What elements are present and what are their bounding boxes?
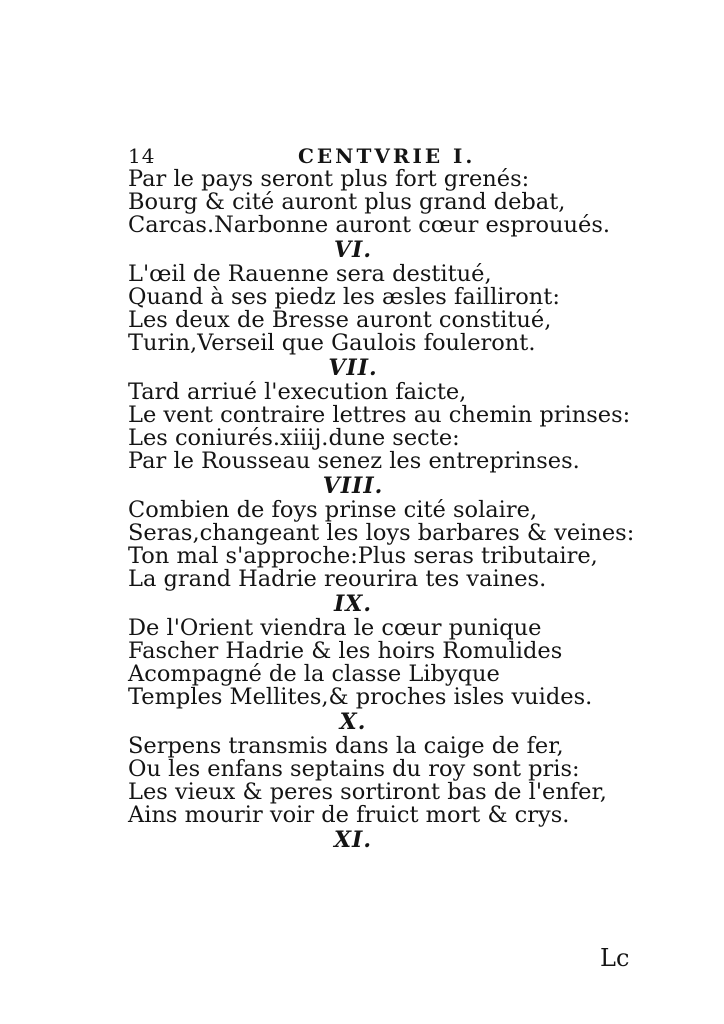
- verse-line: Les deux de Bresse auront constitué,: [128, 307, 552, 333]
- verse-line: L'œil de Rauenne sera destitué,: [128, 261, 492, 287]
- stanza-vii: [128, 355, 631, 474]
- stanza-viii: [128, 473, 635, 592]
- catchword: Lc: [600, 944, 630, 972]
- verse-line: Ains mourir voir de fruict mort & crys.: [128, 802, 570, 828]
- stanza-numeral: VI.: [333, 237, 373, 263]
- stanza-numeral: X.: [339, 709, 367, 735]
- page-number: 14: [128, 144, 156, 168]
- verse-line: Serpens transmis dans la caige de fer,: [128, 733, 564, 759]
- stanza-continuation: [128, 166, 611, 238]
- verse-line: La grand Hadrie reourira tes vaines.: [128, 566, 547, 592]
- stanza-numeral: XI.: [333, 827, 373, 853]
- verse-line: Ton mal s'approche:Plus seras tributaire,: [128, 543, 598, 569]
- verse-line: Acompagné de la classe Libyque: [128, 661, 500, 687]
- stanza-xi: [128, 827, 608, 853]
- verse-line: Ou les enfans septains du roy sont pris:: [128, 756, 580, 782]
- verse-line: Le vent contraire lettres au chemin prinses:: [128, 402, 631, 428]
- verse-line: Bourg & cité auront plus grand debat,: [128, 189, 566, 215]
- verse-line: Les vieux & peres sortiront bas de l'enfer,: [128, 779, 607, 805]
- verse-line: De l'Orient viendra le cœur punique: [128, 615, 542, 641]
- verse-line: Quand à ses piedz les æsles failliront:: [128, 284, 560, 310]
- verse-line: Combien de foys prinse cité solaire,: [128, 497, 538, 523]
- verse-line: Par le pays seront plus fort grenés:: [128, 166, 530, 192]
- stanza-numeral: VIII.: [322, 473, 384, 499]
- running-head: CENTVRIE I.: [298, 144, 476, 168]
- stanza-numeral: IX.: [333, 591, 373, 617]
- stanza-x: [128, 709, 608, 827]
- stanza-vi: [128, 237, 608, 355]
- stanza-numeral: VII.: [328, 355, 378, 381]
- verse-line: Temples Mellites,& proches isles vuides.: [128, 684, 593, 710]
- verse-line: Fascher Hadrie & les hoirs Romulides: [128, 638, 563, 664]
- verse-line: Tard arriué l'execution faicte,: [128, 379, 467, 405]
- verse-line: Seras,changeant les loys barbares & veines:: [128, 520, 635, 546]
- verse-line: Carcas.Narbonne auront cœur esprouués.: [128, 212, 611, 238]
- stanza-ix: [128, 591, 608, 709]
- verse-line: Par le Rousseau senez les entreprinses.: [128, 448, 580, 474]
- quatrain-list: [128, 166, 635, 853]
- verse-line: Turin,Verseil que Gaulois fouleront.: [128, 330, 536, 356]
- verse-line: Les coniurés.xiiij.dune secte:: [128, 425, 460, 451]
